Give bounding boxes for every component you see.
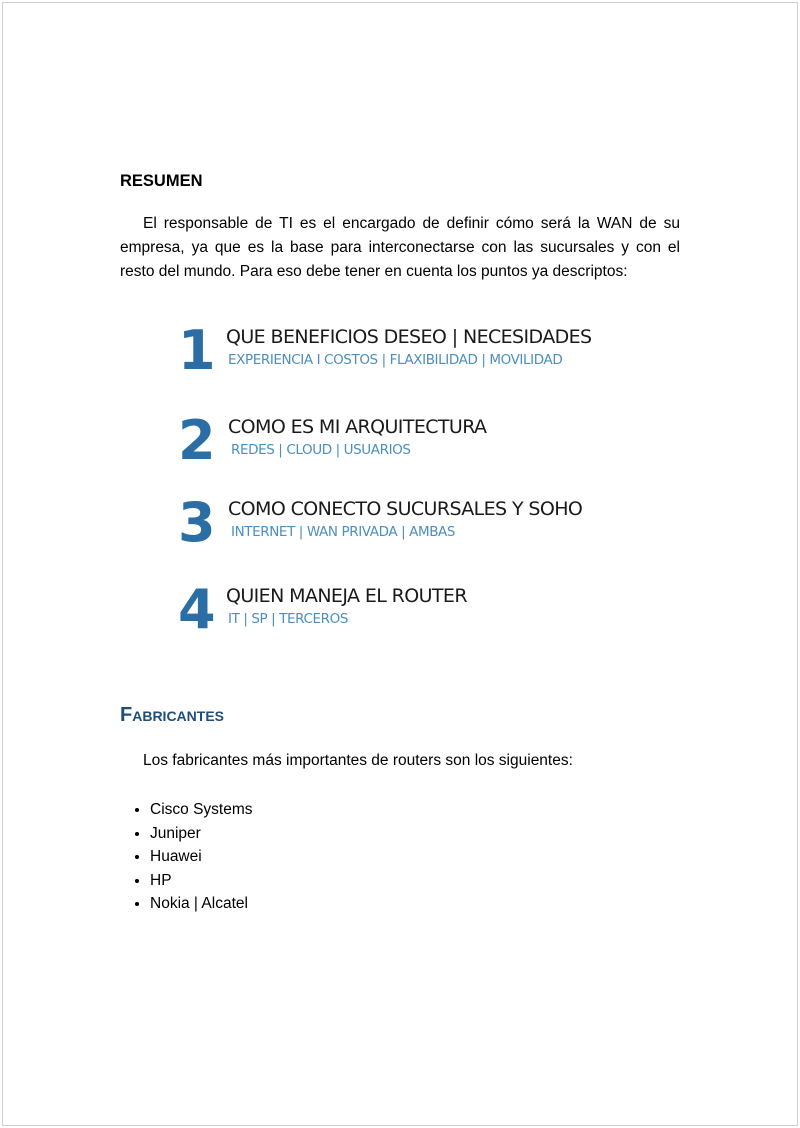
list-item: • Cisco Systems <box>150 798 253 822</box>
point-number: 2 <box>178 409 216 472</box>
point-subtitle: EXPERIENCIA I COSTOS | FLAXIBILIDAD | MOVILIDAD <box>228 352 563 368</box>
point-title: QUIEN MANEJA EL ROUTER <box>226 585 467 607</box>
point-subtitle: REDES | CLOUD | USUARIOS <box>231 442 411 458</box>
section-heading-fabricantes: Fabricantes <box>120 704 224 726</box>
section-heading-resumen: RESUMEN <box>120 172 203 190</box>
point-title: QUE BENEFICIOS DESEO | NECESIDADES <box>226 326 592 348</box>
point-title: COMO ES MI ARQUITECTURA <box>228 416 487 438</box>
list-item: • Nokia | Alcatel <box>150 892 253 916</box>
resumen-paragraph: El responsable de TI es el encargado de definir cómo será la WAN de su empresa, ya que es la base para interconectarse con las sucursales y con el resto del mundo. Para eso debe tener en cuenta los puntos ya descriptos: <box>120 215 680 280</box>
list-item: • HP <box>150 869 253 893</box>
list-item: • Huawei <box>150 845 253 869</box>
list-item: • Juniper <box>150 822 253 846</box>
page-border <box>2 2 798 1126</box>
fabricantes-intro: Los fabricantes más importantes de routers son los siguientes: <box>143 752 573 769</box>
point-number: 3 <box>178 491 216 554</box>
point-subtitle: INTERNET | WAN PRIVADA | AMBAS <box>231 524 456 540</box>
point-title: COMO CONECTO SUCURSALES Y SOHO <box>228 498 583 520</box>
point-number: 4 <box>178 578 216 641</box>
fabricantes-list <box>128 798 253 916</box>
point-subtitle: IT | SP | TERCEROS <box>228 611 349 627</box>
point-number: 1 <box>178 319 216 382</box>
